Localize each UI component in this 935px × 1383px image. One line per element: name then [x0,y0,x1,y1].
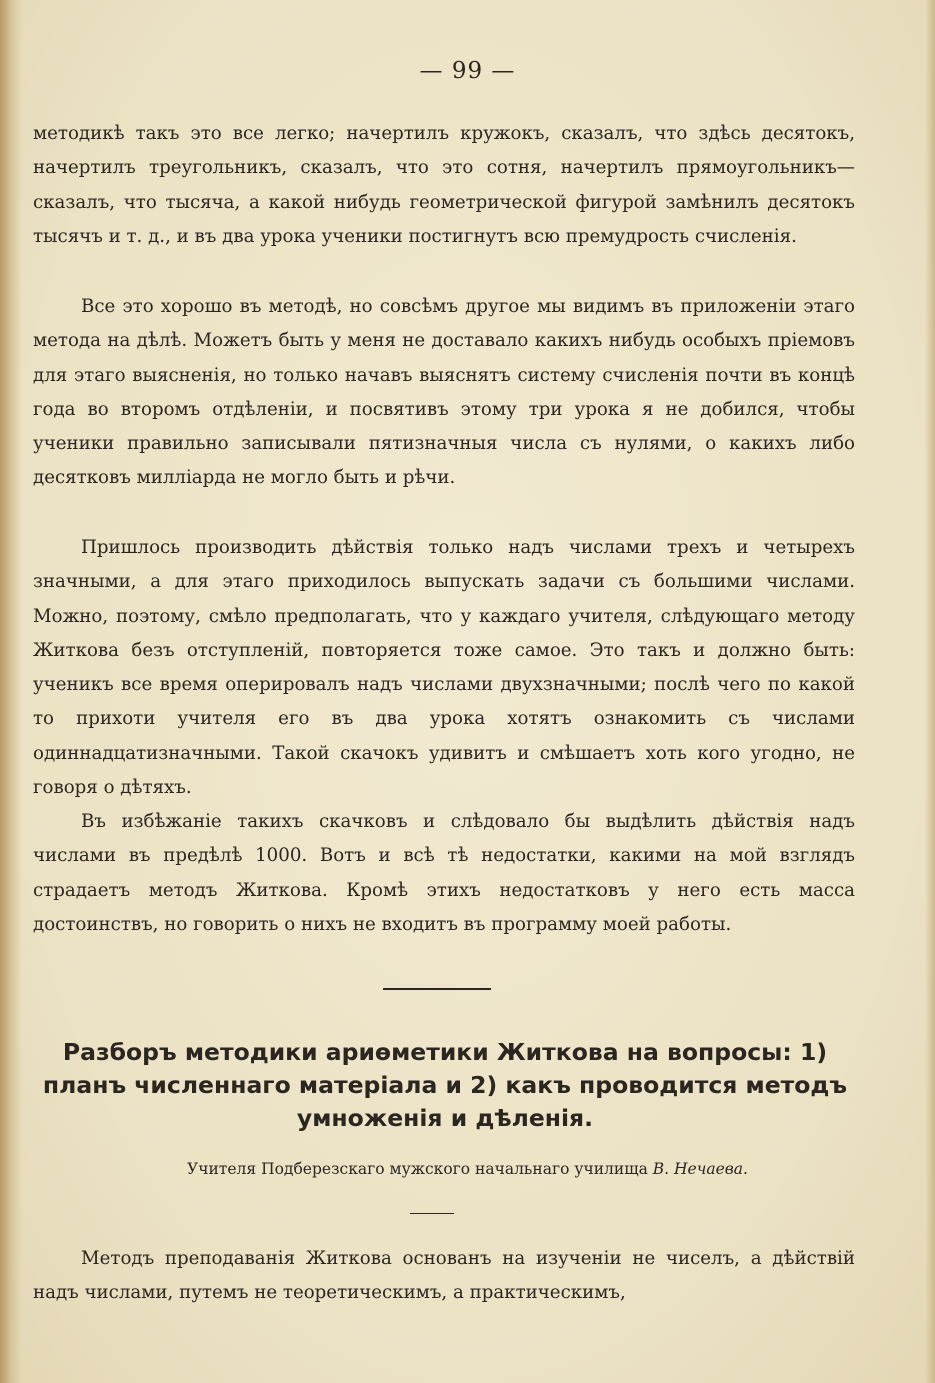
author-byline [0,1160,935,1178]
section-divider [383,988,491,990]
short-divider [410,1213,454,1214]
paragraph-2: Все это хорошо въ методѣ, но совсѣмъ другое мы видимъ въ приложеніи этаго метода на дѣлѣ. Можетъ быть у меня не доставало какихъ нибудь особыхъ пріемовъ для этаго выясненія, но только начавъ выяснятъ систему счисленія почти въ концѣ года во второмъ отдѣленіи, и посвятивъ этому три урока я не добился, чтобы ученики правильно записывали пятизначныя числа съ нулями, о какихъ либо десятковъ милліарда не могло быть и рѣчи. [33,296,855,489]
paragraph-5: Методъ преподаванія Житкова основанъ на изученіи не чиселъ, а дѣйствій надъ числами, путемъ не теоретическимъ, а практическимъ, [33,1248,855,1304]
paragraph-4: Въ избѣжаніе такихъ скачковъ и слѣдовало бы выдѣлить дѣйствія надъ числами въ предѣлѣ 1000. Вотъ и всѣ тѣ недостатки, какими на мой взглядъ страдаетъ методъ Житкова. Кромѣ этихъ недостатковъ у него есть масса достоинствъ, но говорить о нихъ не входитъ въ программу моей работы. [33,811,855,935]
byline-author: В. Нечаева. [652,1160,748,1178]
paragraph-1: методикѣ такъ это все легко; начертилъ кружокъ, сказалъ, что здѣсь десятокъ, начертилъ треугольникъ, сказалъ, что это сотня, начертилъ прямоугольникъ—сказалъ, что тысяча, а какой нибудь геометрической фигурой замѣнилъ десятокъ тысячъ и т. д., и въ два урока ученики постигнутъ всю премудрость счисленія. [33,123,855,247]
byline-prefix: Учителя Подберезскаго мужского начальнаго училища [187,1160,648,1178]
paragraph-3: Пришлось производить дѣйствія только надъ числами трехъ и четырехъ значными, а для этаго приходилось выпускать задачи съ большими числами. Можно, поэтому, смѣло предполагать, что у каждаго учителя, слѣдующаго методу Житкова безъ отступленій, повторяется тоже самое. Это такъ и должно быть: ученикъ все время оперировалъ надъ числами двухзначными; послѣ чего по какой то прихоти учителя его въ два урока хотятъ ознакомить съ числами одиннадцатизначными. Такой скачокъ удивитъ и смѣшаетъ хоть кого угодно, не говоря о дѣтяхъ. [33,537,855,799]
section-title: Разборъ методики ариѳметики Житкова на вопросы: 1) планъ численнаго матеріала и 2) какъ проводится методъ умноженія и дѣленія. [42,1038,848,1132]
page-number: — 99 — [419,58,516,84]
